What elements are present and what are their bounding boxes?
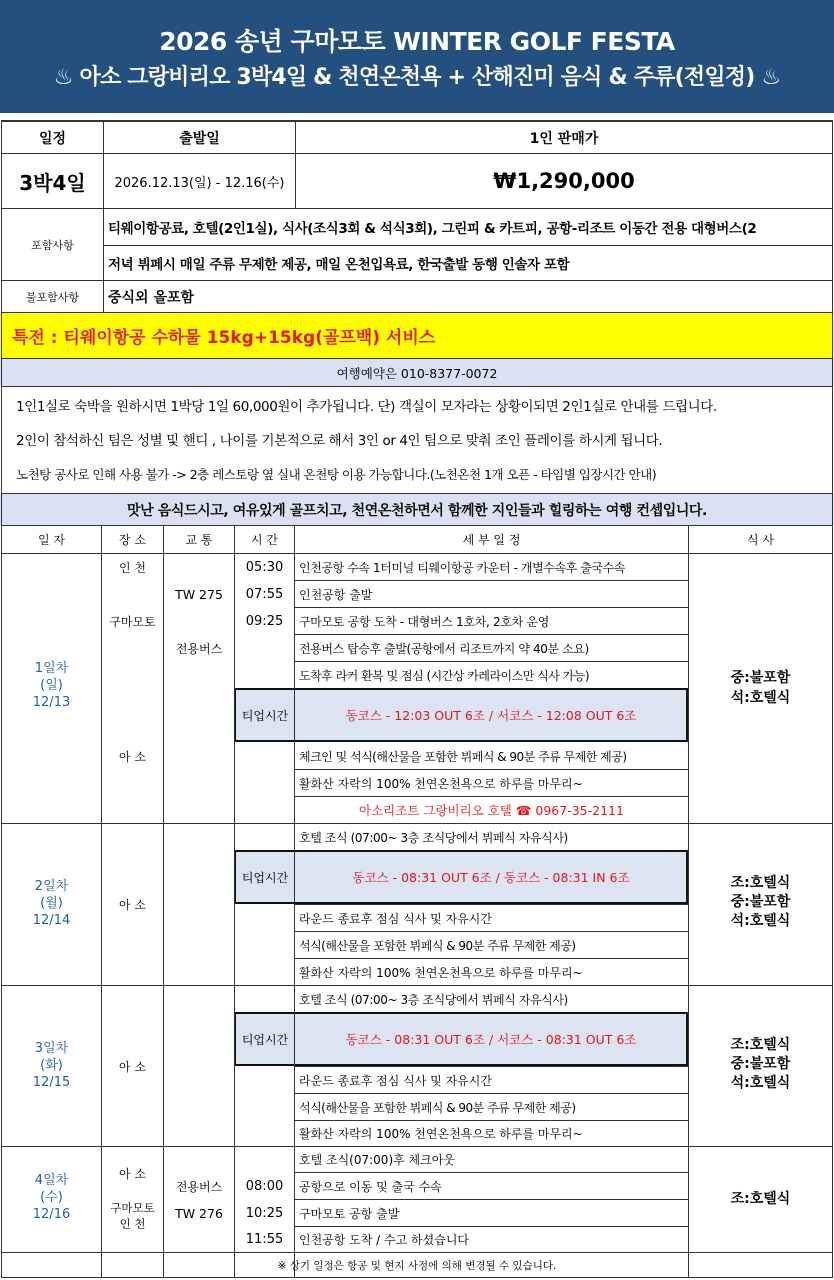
day3-row-0: 호텔 조식 (07:00~ 3층 조식당에서 뷔페식 자유식사) bbox=[299, 992, 568, 1007]
schedule-value: 3박4일 bbox=[19, 170, 86, 195]
day4-place-3: 인 천 bbox=[119, 1217, 146, 1231]
day1-row-7: 활화산 자락의 100% 천연온천욕으로 하루를 마무리~ bbox=[299, 776, 583, 791]
note-1: 1인1실로 숙박을 원하시면 1박당 1일 60,000원이 추가됩니다. 단) 객실이 모자라는 상황이되면 2인1실로 안내를 드립니다. bbox=[16, 399, 717, 415]
day1-teeup-label: 티업시간 bbox=[241, 708, 289, 723]
day2-label: 2일차 (월) 12/14 bbox=[32, 879, 71, 928]
day2-row-1: 라운드 종료후 점심 식사 및 자유시간 bbox=[299, 911, 492, 926]
day4-time-2: 10:25 bbox=[245, 1205, 284, 1221]
day1-row-3: 구마모토 공항 도착 - 대형버스 1호차, 2호차 운영 bbox=[299, 614, 550, 629]
day4-row-3: 구마모토 공항 출발 bbox=[299, 1206, 400, 1221]
day1-place-1: 인 천 bbox=[119, 560, 146, 575]
day3-teeup-times: 동코스 - 08:31 OUT 6조 / 서코스 - 08:31 OUT 6조 bbox=[345, 1032, 637, 1047]
day2-meals: 조:호텔식 중:불포함 석:호텔식 bbox=[730, 875, 791, 929]
day4-time-1: 08:00 bbox=[245, 1178, 284, 1194]
th-transport: 교 통 bbox=[185, 533, 213, 547]
day1-label: 1일차 (일) 12/13 bbox=[32, 661, 71, 710]
day3-row-3: 활화산 자락의 100% 천연온천욕으로 하루를 마무리~ bbox=[299, 1127, 583, 1141]
day1-place-3: 아 소 bbox=[119, 749, 146, 764]
day2-place: 아 소 bbox=[119, 897, 146, 912]
day2-teeup-label: 티업시간 bbox=[241, 870, 289, 885]
col-schedule-header: 일정 bbox=[38, 130, 67, 147]
excludes-label: 불포함사항 bbox=[25, 290, 80, 304]
day1-teeup-times: 동코스 - 12:03 OUT 6조 / 서코스 - 12:08 OUT 6조 bbox=[345, 708, 637, 723]
th-day: 일 자 bbox=[38, 533, 65, 547]
departure-dates: 2026.12.13(일) - 12.16(수) bbox=[114, 175, 285, 191]
day4-meals: 조:호텔식 bbox=[730, 1191, 791, 1207]
excludes-text: 중식외 올포함 bbox=[108, 289, 195, 306]
day1-time-1: 05:30 bbox=[245, 559, 284, 575]
day1-row-6: 체크인 및 석식(해산물을 포함한 뷔페식 & 90분 주류 무제한 제공) bbox=[299, 749, 627, 764]
col-departure-header: 출발일 bbox=[179, 130, 220, 147]
day4-row-2: 공항으로 이동 및 출국 수속 bbox=[299, 1179, 442, 1194]
footer-note: ※ 상기 일정은 항공 및 현지 사정에 의해 변경될 수 있습니다. bbox=[277, 1259, 557, 1272]
page-subtitle: ♨ 아소 그랑비리오 3박4일 & 천연온천욕 + 산해진미 음식 & 주류(전일정) ♨ bbox=[53, 65, 781, 90]
note-3: 노천탕 공사로 인해 사용 불가 -> 2층 레스토랑 옆 실내 온천탕 이용 가능합니다.(노천온천 1개 오픈 - 타임별 입장시간 안내) bbox=[16, 467, 657, 482]
th-place: 장 소 bbox=[119, 533, 146, 547]
day1-place-2: 구마모토 bbox=[109, 614, 156, 629]
includes-line1: 티웨이항공료, 호텔(2인1실), 식사(조식3회 & 석식3회), 그린피 & 카트피, 공항-리조트 이동간 전용 대형버스(2 bbox=[108, 221, 757, 237]
th-time: 시 간 bbox=[251, 533, 278, 547]
day4-place-1: 아 소 bbox=[119, 1166, 146, 1181]
day4-flight: TW 276 bbox=[175, 1205, 223, 1221]
day2-teeup-times: 동코스 - 08:31 OUT 6조 / 동코스 - 08:31 IN 6조 bbox=[352, 870, 630, 885]
includes-line2: 저녁 뷔페시 매일 주류 무제한 제공, 매일 온천입욕료, 한국출발 동행 인솔자 포함 bbox=[108, 257, 570, 273]
day3-place: 아 소 bbox=[119, 1059, 146, 1074]
concept-text: 맛난 음식드시고, 여유있게 골프치고, 천연온천하면서 함께한 지인들과 힐링하는 여행 컨셉입니다. bbox=[127, 502, 707, 519]
day1-row-5: 도착후 라커 환복 및 점심 (시간상 카레라이스만 식사 가능) bbox=[299, 668, 589, 683]
day3-row-1: 라운드 종료후 점심 식사 및 자유시간 bbox=[299, 1073, 492, 1088]
day3-label: 3일차 (화) 12/15 bbox=[32, 1041, 71, 1090]
day1-row-1: 인천공항 수속 1터미널 티웨이항공 카운터 - 개별수속후 출국수속 bbox=[299, 560, 626, 575]
day1-bus: 전용버스 bbox=[175, 641, 223, 656]
day4-time-3: 11:55 bbox=[245, 1232, 284, 1247]
special-offer: 특전 : 티웨이항공 수하물 15kg+15kg(골프백) 서비스 bbox=[12, 328, 436, 348]
th-meal: 식 사 bbox=[747, 533, 774, 547]
th-detail: 세 부 일 정 bbox=[462, 533, 521, 547]
day1-time-3: 09:25 bbox=[245, 613, 284, 629]
day4-row-1: 호텔 조식(07:00)후 체크아웃 bbox=[299, 1153, 455, 1167]
day3-row-2: 석식(해산물을 포함한 뷔페식 & 90분 주류 무제한 제공) bbox=[299, 1100, 576, 1115]
day4-row-4: 인천공항 도착 / 수고 하셨습니다 bbox=[299, 1233, 469, 1247]
note-2: 2인이 참석하신 팀은 성별 및 핸디 , 나이를 기본적으로 해서 3인 or 4인 팀으로 맞춰 조인 플레이를 하시게 됩니다. bbox=[16, 433, 663, 449]
day1-row-4: 전용버스 탑승후 출발(공항에서 리조트까지 약 40분 소요) bbox=[299, 641, 589, 656]
day1-row-2: 인천공항 출발 bbox=[299, 587, 373, 602]
day4-bus: 전용버스 bbox=[175, 1179, 223, 1194]
price-value: ₩1,290,000 bbox=[493, 169, 635, 193]
col-price-header: 1인 판매가 bbox=[529, 130, 599, 147]
day2-row-0: 호텔 조식 (07:00~ 3층 조식당에서 뷔페식 자유식사) bbox=[299, 830, 568, 845]
includes-label: 포함사항 bbox=[31, 238, 74, 252]
day4-place-2: 구마모토 bbox=[110, 1201, 155, 1215]
day3-meals: 조:호텔식 중:불포함 석:호텔식 bbox=[730, 1037, 791, 1091]
day2-row-2: 석식(해산물을 포함한 뷔페식 & 90분 주류 무제한 제공) bbox=[299, 938, 576, 953]
page-title: 2026 송년 구마모토 WINTER GOLF FESTA bbox=[159, 27, 675, 56]
day1-flight: TW 275 bbox=[175, 586, 223, 602]
day2-row-3: 활화산 자락의 100% 천연온천욕으로 하루를 마무리~ bbox=[299, 965, 583, 980]
day1-meals: 중:불포함 석:호텔식 bbox=[730, 670, 791, 706]
booking-contact: 여행예약은 010-8377-0072 bbox=[336, 365, 498, 381]
day4-label: 4일차 (수) 12/16 bbox=[32, 1173, 71, 1222]
page-header bbox=[0, 0, 834, 113]
day1-hotel-contact: 아소리조트 그랑비리오 호텔 ☎ 0967-35-2111 bbox=[359, 803, 624, 818]
day3-teeup-label: 티업시간 bbox=[241, 1032, 289, 1047]
day1-time-2: 07:55 bbox=[245, 586, 284, 602]
